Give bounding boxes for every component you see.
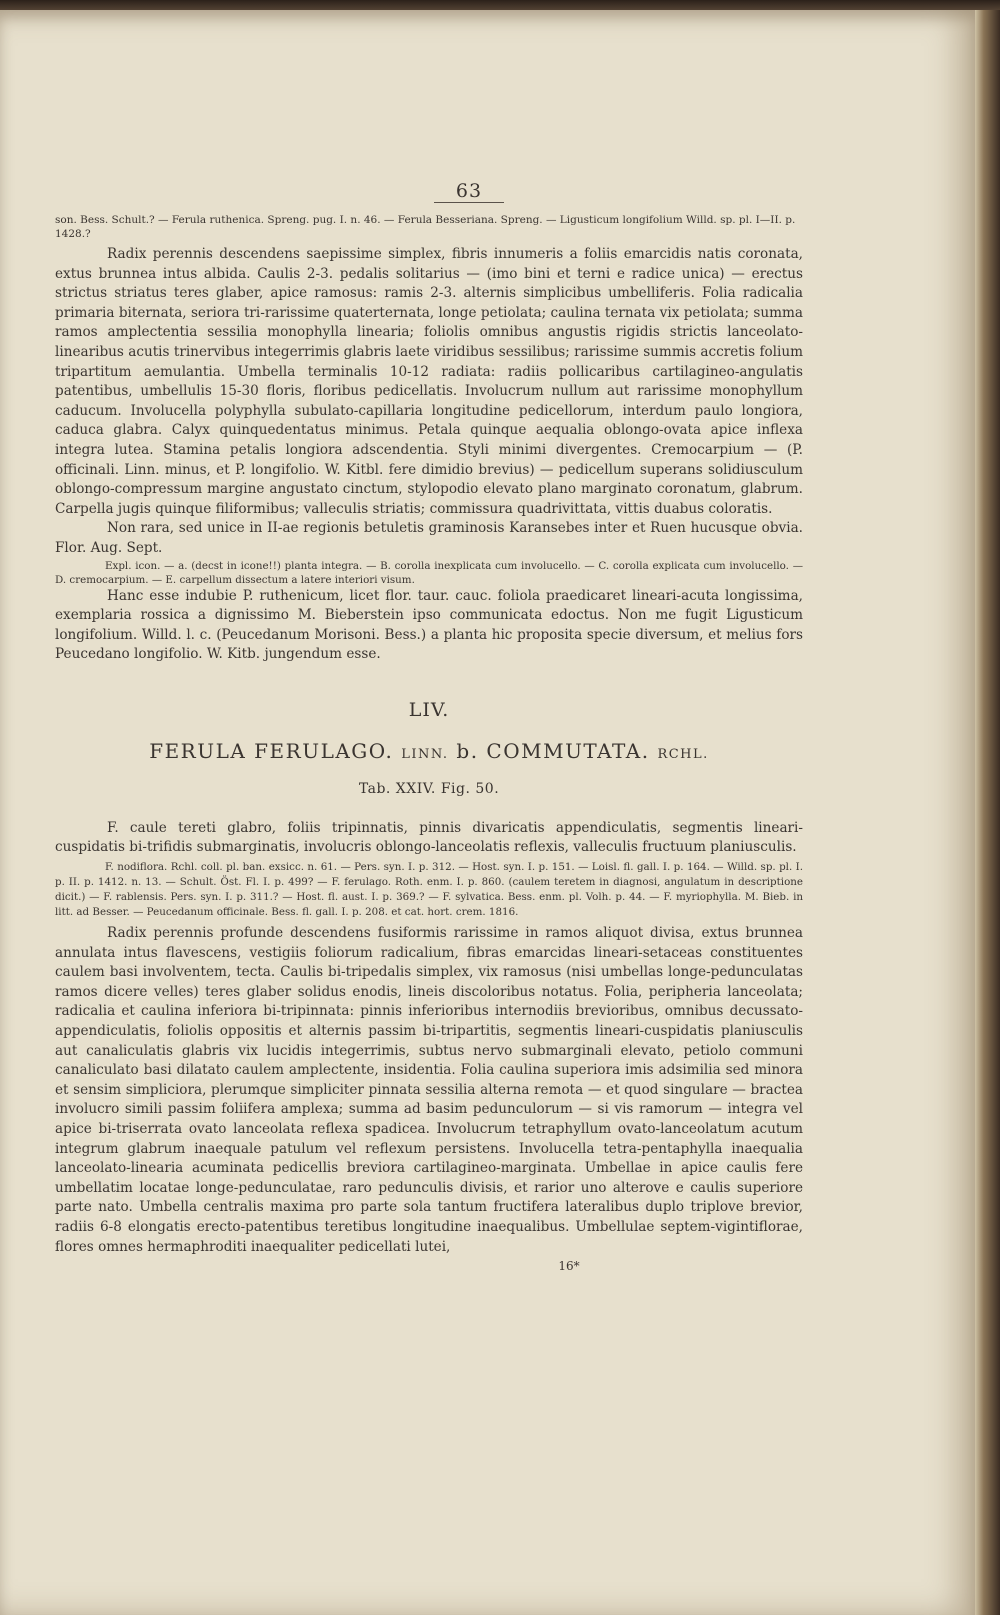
- plate-reference: Tab. XXIV. Fig. 50.: [358, 780, 500, 797]
- page-number: 63: [434, 180, 504, 203]
- page-content: [55, 180, 803, 1273]
- icon-explanation: Expl. icon. — a. (decst in icone!!) planta integra. — B. corolla inexplicata cum involucello. — C. corolla explicata cum involucello. — D. cremocarpium. — E. carpellum dissectum a latere interiori visum.: [55, 559, 803, 586]
- species-author: LINN.: [401, 746, 449, 762]
- remark-paragraph: Hanc esse indubie P. ruthenicum, licet flor. taur. cauc. foliola praedicaret lineari-acuta longissima, exemplaria rossica a dignissimo M. Bieberstein ipso communicata edoctus. Non me fugit Ligusticum longifolium. Willd. l. c. (Peucedanum Morisoni. Bess.) a planta hic proposita specie diversum, et melius fors Peucedano longifolio. W. Kitb. jungendum esse.: [55, 587, 803, 663]
- page-fore-edge: [975, 10, 1000, 1615]
- description-paragraph-1: Radix perennis descendens saepissime simplex, fibris innumeris a foliis emarcidis natis coronata, extus brunnea intus albida. Caulis 2-3. pedalis solitarius — (imo bini et terni e radice unica) — erectus strictus striatus teres glaber, apice ramosus: ramis 2-3. alternis simplicibus umbelliferis. Folia radicalia primaria biternata, seriora tri-rarissime quaterternata, longe petiolata; caulina ternata vix petiolata; summa ramos amplectentia sessilia monophylla linearia; foliolis omnibus angustis rigidis strictis lanceolato-linearibus acutis trinervibus integerrimis glabris laete viridibus sessilibus; rarissime summis accretis folium tripartitum aemulantia. Umbella terminalis 10-12 radiata: radiis pollicaribus cartilagineo-angulatis patentibus, umbellulis 15-30 floris, floribus pedicellatis. Involucrum nullum aut rarissime monophyllum caducum. Involucella polyphylla subulato-capillaria longitudine pedicellorum, interdum paulo longiora, caduca glabra. Calyx quinquedentatus minimus. Petala quinque aequalia oblongo-ovata apice inflexa integra lutea. Stamina petalis longiora adscendentia. Styli minimi divergentes. Cremocarpium — (P. officinali. Linn. minus, et P. longifolio. W. Kitbl. fere dimidio brevius) — pedicellum superans solidiusculum oblongo-compressum margine angustato cinctum, stylopodio elevato plano marginato coronatum, glabrum. Carpella jugis quinque filiformibus; valleculis striatis; commissura quadrivittata, vittis duabus coloratis.: [55, 246, 803, 517]
- synonym-list: F. nodiflora. Rchl. coll. pl. ban. exsicc. n. 61. — Pers. syn. I. p. 312. — Host. syn. I. p. 151. — Loisl. fl. gall. I. p. 164. — Willd. sp. pl. I. p. II. p. 1412. n. 13. — Schult. Öst. Fl. I. p. 499? — F. ferulago. Roth. enm. I. p. 860. (caulem teretem in diagnosi, angulatum in descriptione dicit.) — F. rablensis. Pers. syn. I. p. 311.? — Host. fl. aust. I. p. 369.? — F. sylvatica. Bess. enm. pl. Volh. p. 44. — F. myriophylla. M. Bieb. in litt. ad Besser. — Peucedanum officinale. Bess. fl. gall. I. p. 208. et cat. hort. crem. 1816.: [55, 861, 803, 919]
- signature-mark: 16*: [558, 1259, 580, 1274]
- synonym-list-top: son. Bess. Schult.? — Ferula ruthenica. Spreng. pug. I. n. 46. — Ferula Besseriana. Spreng. — Ligusticum longifolium Willd. sp. pl. I—II. p. 1428.?: [55, 214, 796, 240]
- species-name: FERULA FERULAGO.: [149, 738, 394, 763]
- variety-name: b. COMMUTATA.: [456, 738, 650, 763]
- description-paragraph-2: Radix perennis profunde descendens fusiformis rarissime in ramos aliquot divisa, extus brunnea annulata intus flavescens, vestigiis foliorum radicalium, fibras emarcidas lineari-setaceas constituentes caulem basi involventem, tecta. Caulis bi-tripedalis simplex, vix ramosus (nisi umbellas longe-pedunculatas ramos dicere velles) teres glaber solidus enodis, lineis discoloribus notatus. Folia, peripheria lanceolata; radicalia et caulina inferiora bi-tripinnata: pinnis inferioribus internodiis brevioribus, omnibus decussato-appendiculatis, foliolis oppositis et alternis passim bi-tripartitis, segmentis lineari-cuspidatis planiusculis aut canaliculatis glabris vix lucidis integerrimis, subtus nervo submarginali elevato, petiolo communi canaliculato basi dilatato caulem amplectente, insidentia. Folia caulina superiora imis adsimilia sed minora et sensim simpliciora, plerumque simpliciter pinnata sessilia alterna remota — et quod singulare — bractea involucro simili passim foliifera amplexa; summa ad basim pedunculorum — si vis ramorum — integra vel apice bi-triserrata ovato lanceolata reflexa spadicea. Involucrum tetraphyllum ovato-lanceolatum acutum integrum glabrum inaequale patulum vel reflexum persistens. Involucella tetra-pentaphylla inaequalia lanceolato-linearia acuminata pedicellis breviora cartilagineo-marginata. Umbellae in apice caulis fere umbellatim locatae longe-pedunculatae, raro pedunculis divisis, et rarior uno alterove e caulis superiore parte nato. Umbella centralis maxima pro parte sola tantum fructifera lateralibus duplo triplove brevior, radiis 6-8 elongatis erecto-patentibus teretibus longitudine inaequalibus. Umbellulae septem-vigintiflorae, flores omnes hermaphroditi inaequaliter pedicellati lutei,: [55, 925, 803, 1255]
- variety-author: RCHL.: [657, 746, 709, 762]
- diagnosis-paragraph: F. caule tereti glabro, foliis tripinnatis, pinnis divaricatis appendiculatis, segmentis lineari-cuspidatis bi-trifidis submarginatis, involucris oblongo-lanceolatis reflexis, valleculis fructuum planiusculis.: [55, 819, 803, 856]
- habitat-paragraph: Non rara, sed unice in II-ae regionis betuletis graminosis Karansebes inter et Ruen hucusque obvia. Flor. Aug. Sept.: [55, 520, 803, 556]
- section-number: LIV.: [408, 698, 450, 721]
- species-heading: [55, 739, 803, 763]
